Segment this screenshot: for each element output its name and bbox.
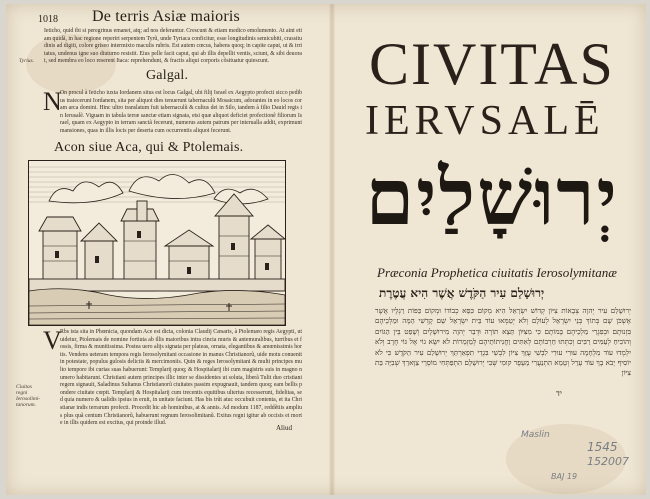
pencil-note-code: 152007 xyxy=(587,455,629,468)
dropcap-galgal: N xyxy=(43,87,62,116)
margin-note-bottom: Ciuitas regni Ierosolimi-tanorum. xyxy=(16,384,41,408)
hebrew-title: יְרוּשָׁלַיִם xyxy=(365,152,619,243)
running-head: De terris Asiæ maioris xyxy=(92,8,240,25)
paragraph-top: Ieticho, quid ibi si peregrinus emanet, atq; ad nos deferantur. Crescunt & etiam medico emolumento. At aint etiam quidã, in hac regione reperiri serpentem Tyrũ, unde Tyriaca conficitur, esse longitudinis semicubiti, crassitudinis ad digiti, colore griseo intermixto maculis rubris. Est autem cœcus, habens quoq; in capite caput, ut & irritatus, undenus igne suo diuturno resistit. Eius pelle facit caput, qui ab illis depellit ventis, sciunt, & sibi deuorat, sed membra eo loco reserent Itaca: reprehendunt, & fractis aliqui corporis cõsituatur quiescunt. xyxy=(44,28,302,65)
catchword: Aliud xyxy=(276,424,292,432)
heading-acon: Acon siue Aca, qui & Ptolemais. xyxy=(54,140,244,155)
latin-subtitle: Præconia Prophetica ciuitatis Ierosolymitanæ xyxy=(377,265,617,280)
paragraph-acon: Rbs ista sita in Phœnicia, quondam Ace est dicta, colonia Claudij Cæsaris, à Ptolemæo regis Aegypti, ut uidetur, Ptolemais de nomine fortiuta ab illis maioribus intra cincta muris & antemuralibus, turribus et fossis, firma & munitissima. Postea uero alijs signata per plateas, ornata, elegantibus & amœnissimis hortis. Vendens ueteram tempora regis Ierosolymitani occasione in manus Christianorũ, uide motu conuenit in potestate, populus gulosis delictis & mercimoniis. Quin & reges Ierosolymitani & multi principes multo tempore ibi curias suas habuerunt: Templarij quoq; & Hospitalarij ibi cum magistris suis in magno numero habitarunt. Christiani autem principes illic inter se dissidentes ut soluta, liberã Tulit duo cristiani regem signauit, Saladinus Sultanus Christianorũ ciuitates passim expugnauit, tandem quoq; eam bellis pondere ciuitate cœpit. Templarij & Hospitalarij cum trecentis equitibus ulterius recesserunt, fidelitas, sed quia numero & ualidis ipsius in eruit, in unitate faciunt. Has bis trũt atuc occubuit contenta, et ita Christianæ indis terrarum profecti. Procedit hic ab hominibus, at & annis. Ad modum 1187, reddẽtiis amplius plus quã centum Christianorũ, habuerunt regnum Ierosolimitanũ. Exitus regni igitur ab occisis et morte in illis quidem est excitus, qui proinde illud. xyxy=(60,329,302,427)
hebrew-signature: יד xyxy=(556,389,562,398)
woodcut-acon-view xyxy=(28,160,286,326)
title-civitas: CIVITAS xyxy=(369,31,615,97)
right-page xyxy=(335,4,646,495)
woodcut-city-illustration xyxy=(29,161,285,325)
margin-note-top: Tyrius. xyxy=(19,58,35,64)
pencil-note-inventory: BAJ 19 xyxy=(551,472,578,481)
hebrew-verse-heading: יְרוּשָׁלַם עִיר הַקֹּדֶשׁ אֲשֶׁר הִיא עֲטֶרֶת xyxy=(379,286,545,300)
map-sheet xyxy=(6,4,646,495)
pencil-note-dealer: Maslin xyxy=(521,430,550,440)
page-number: 1018 xyxy=(38,14,58,25)
heading-galgal: Galgal. xyxy=(146,68,189,83)
paragraph-galgal: On procul à Ieticho iuxta Iordanem situs est locus Galgal, ubi filij Israel ex Aegypto profecti sicco pedibus traiecerunt Iordanem, sita per aliquot dies tenuerunt tabernaculũ Mosaicum, adorantes in eo locos coram arca domini. Hinc ultro translatum fuit tabernaculũ & cultus dei in Silo, tandem à filio Dauid regis in Ierusalẽ. Viguam in tabula terræ sanctæ etiam signata, etsi quæ aliquot deficiet profectionẽ filiorum Israel, quam ex Aegypto in terram sanctã fecerunt, numerus autem patrum per interualla addit, exprimunt mansiones, quas in illis locis per deserta cum occurrentis aliquot fecerunt. xyxy=(60,90,302,134)
pencil-note-date: 1545 xyxy=(587,440,618,454)
left-page xyxy=(6,4,329,495)
title-ierusale: IERVSALĒ xyxy=(365,98,605,144)
dropcap-acon: V xyxy=(43,326,62,355)
hebrew-prophetic-text: יְרוּשָׁלַם עִיר יְהוָה צְבָאוֹת צִיּוֹן קְדוֹשׁ יִשְׂרָאֵל הִיא מְקוֹם כִּסֵּא כְבוֹדוֹ וּמְקוֹם כַּפּוֹת רַגְלָיו אֲשֶׁר אֶשְׁכֹּן שָׁם בְּתוֹךְ בְּנֵי יִשְׂרָאֵל לְעוֹלָם וְלֹא יְטַמְּאוּ עוֹד בֵּית יִשְׂרָאֵל שֵׁם קָדְשִׁי הֵמָּה וּמַלְכֵיהֶם בִּזְנוּתָם וּבְפִגְרֵי מַלְכֵיהֶם בָּמוֹתָם כִּי מִצִּיּוֹן תֵּצֵא תוֹרָה וּדְבַר יְהוָה מִירוּשָׁלָיִם וְשָׁפַט בֵּין הַגּוֹיִם וְהוֹכִיחַ לְעַמִּים רַבִּים וְכִתְּתוּ חַרְבוֹתָם לְאִתִּים וַחֲנִיתוֹתֵיהֶם לְמַזְמֵרוֹת לֹא יִשָּׂא גוֹי אֶל גּוֹי חֶרֶב וְלֹא יִלְמְדוּ עוֹד מִלְחָמָה עוּרִי עוּרִי לִבְשִׁי עֻזֵּךְ צִיּוֹן לִבְשִׁי בִּגְדֵי תִפְאַרְתֵּךְ יְרוּשָׁלַם עִיר הַקֹּדֶשׁ כִּי לֹא יוֹסִיף יָבֹא בָךְ עוֹד עָרֵל וְטָמֵא הִתְנַעֲרִי מֵעָפָר קוּמִי שְּׁבִי יְרוּשָׁלָם הִתְפַּתְּחִי מוֹסְרֵי צַוָּארֵךְ שְׁבִיָּה בַּת צִיּוֹן xyxy=(375,306,631,378)
